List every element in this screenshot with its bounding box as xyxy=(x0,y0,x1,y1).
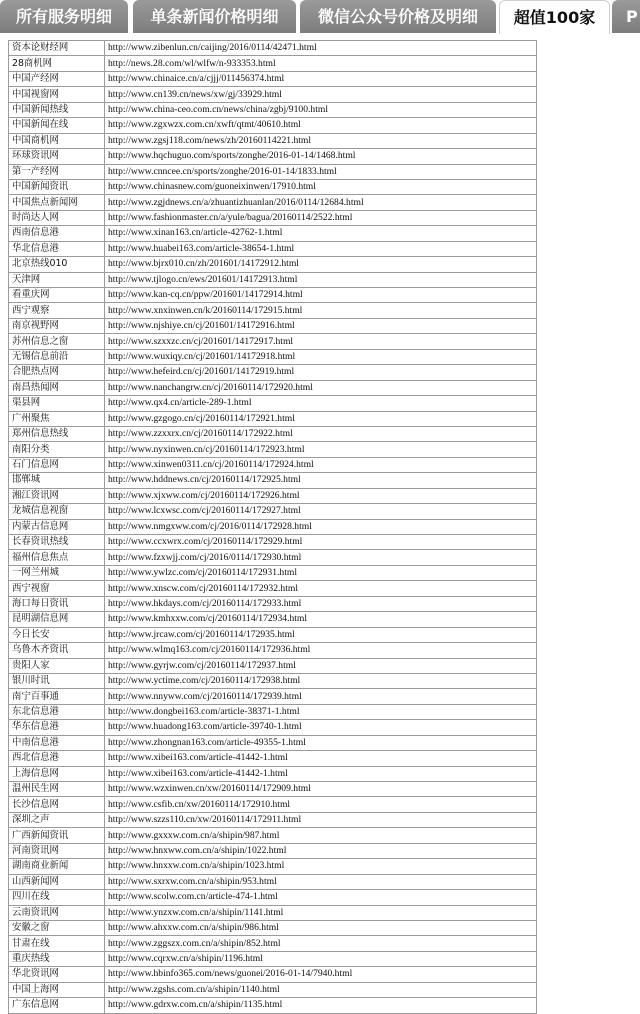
table-row xyxy=(9,226,537,241)
table-row xyxy=(9,535,537,550)
site-url-cell[interactable]: http://www.ywlzc.com/cj/20160114/172931.html xyxy=(105,565,537,580)
site-name-cell[interactable]: 广州聚焦 xyxy=(9,411,105,426)
site-url-cell[interactable]: http://www.tjlogo.cn/ews/201601/14172913.html xyxy=(105,272,537,287)
sites-table-body xyxy=(9,41,537,1014)
table-row xyxy=(9,766,537,781)
table-row xyxy=(9,998,537,1013)
table-row xyxy=(9,859,537,874)
site-url-cell[interactable]: http://www.zggszx.com.cn/a/shipin/852.html xyxy=(105,936,537,951)
site-url-cell[interactable]: http://www.xnscw.com/cj/20160114/172932.html xyxy=(105,581,537,596)
sites-table xyxy=(8,40,537,1014)
site-url-cell[interactable]: http://www.gdrxw.com.cn/a/shipin/1135.html xyxy=(105,998,537,1013)
table-row xyxy=(9,920,537,935)
site-url-cell[interactable]: http://www.nanchangrw.cn/cj/20160114/172920.html xyxy=(105,380,537,395)
site-url-cell[interactable]: http://www.wuxiqy.cn/cj/201601/14172918.html xyxy=(105,349,537,364)
site-name-cell[interactable]: 安徽之窗 xyxy=(9,920,105,935)
site-url-cell[interactable]: http://www.kan-cq.cn/ppw/201601/14172914.html xyxy=(105,288,537,303)
site-name-cell[interactable]: 中国焦点新闻网 xyxy=(9,195,105,210)
site-url-cell[interactable]: http://www.gzgogo.cn/cj/20160114/172921.html xyxy=(105,411,537,426)
site-url-cell[interactable]: http://www.dongbei163.com/article-38371-1.html xyxy=(105,704,537,719)
site-url-cell[interactable]: http://www.zibenlun.cn/caijing/2016/0114/42471.html xyxy=(105,41,537,56)
site-url-cell[interactable]: http://www.wlmq163.com/cj/20160114/172936.html xyxy=(105,643,537,658)
site-name-cell[interactable]: 合肥热点网 xyxy=(9,365,105,380)
site-url-cell[interactable]: http://www.hnxww.com.cn/a/shipin/1022.html xyxy=(105,843,537,858)
table-row xyxy=(9,149,537,164)
site-url-cell[interactable]: http://www.hqchuguo.com/sports/zonghe/2016-01-14/1468.html xyxy=(105,149,537,164)
table-row xyxy=(9,689,537,704)
site-url-cell[interactable]: http://www.nmgxww.com/cj/2016/0114/172928.html xyxy=(105,519,537,534)
site-name-cell[interactable]: 贵阳人家 xyxy=(9,658,105,673)
site-name-cell[interactable]: 南阳分类 xyxy=(9,442,105,457)
site-url-cell[interactable]: http://www.qx4.cn/article-289-1.html xyxy=(105,396,537,411)
table-row xyxy=(9,828,537,843)
site-url-cell[interactable]: http://www.zzxxrx.cn/cj/20160114/172922.html xyxy=(105,426,537,441)
site-name-cell[interactable]: 邯郸城 xyxy=(9,473,105,488)
site-name-cell[interactable]: 内蒙古信息网 xyxy=(9,519,105,534)
table-row xyxy=(9,658,537,673)
site-name-cell[interactable]: 看重庆网 xyxy=(9,288,105,303)
table-row xyxy=(9,751,537,766)
table-row xyxy=(9,380,537,395)
table-row xyxy=(9,673,537,688)
table-row xyxy=(9,951,537,966)
table-row xyxy=(9,71,537,86)
tab-single-news-price[interactable]: 单条新闻价格明细 xyxy=(133,0,296,33)
site-name-cell[interactable]: 山西新闻网 xyxy=(9,874,105,889)
site-name-cell[interactable]: 海口每日资讯 xyxy=(9,596,105,611)
site-url-cell[interactable]: http://www.csfib.cn/xw/20160114/172910.html xyxy=(105,797,537,812)
site-name-cell[interactable]: 华北资讯网 xyxy=(9,967,105,982)
table-row xyxy=(9,396,537,411)
site-name-cell[interactable]: 西宁观察 xyxy=(9,303,105,318)
site-name-cell[interactable]: 昆明湖信息网 xyxy=(9,612,105,627)
table-row xyxy=(9,365,537,380)
site-name-cell[interactable]: 石门信息网 xyxy=(9,457,105,472)
site-name-cell[interactable]: 中南信息港 xyxy=(9,735,105,750)
site-url-cell[interactable]: http://www.gyrjw.com/cj/20160114/172937.html xyxy=(105,658,537,673)
table-row xyxy=(9,349,537,364)
table-row xyxy=(9,41,537,56)
site-name-cell[interactable]: 重庆热线 xyxy=(9,951,105,966)
site-url-cell[interactable]: http://www.huabei163.com/article-38654-1.html xyxy=(105,241,537,256)
site-url-cell[interactable]: http://www.ynzxw.com.cn/a/shipin/1141.html xyxy=(105,905,537,920)
table-row xyxy=(9,318,537,333)
table-row xyxy=(9,797,537,812)
site-name-cell[interactable]: 东北信息港 xyxy=(9,704,105,719)
site-name-cell[interactable]: 南宁百事通 xyxy=(9,689,105,704)
site-url-cell[interactable]: http://www.zgjdnews.cn/a/zhuantizhuanlan/2016/0114/12684.html xyxy=(105,195,537,210)
table-row xyxy=(9,56,537,71)
site-url-cell[interactable]: http://www.gxxxw.com.cn/a/shipin/987.html xyxy=(105,828,537,843)
site-name-cell[interactable]: 中国产经网 xyxy=(9,71,105,86)
site-url-cell[interactable]: http://www.hkdays.com/cj/20160114/172933.html xyxy=(105,596,537,611)
site-name-cell[interactable]: 西宁视窗 xyxy=(9,581,105,596)
site-name-cell[interactable]: 资本论财经网 xyxy=(9,41,105,56)
site-url-cell[interactable]: http://www.kmhxxw.com/cj/20160114/172934.html xyxy=(105,612,537,627)
site-name-cell[interactable]: 南京视野网 xyxy=(9,318,105,333)
table-row xyxy=(9,720,537,735)
table-row xyxy=(9,288,537,303)
table-row xyxy=(9,164,537,179)
table-row xyxy=(9,581,537,596)
table-row xyxy=(9,257,537,272)
site-name-cell[interactable]: 长春资讯热线 xyxy=(9,535,105,550)
site-name-cell[interactable]: 福州信息焦点 xyxy=(9,550,105,565)
table-row xyxy=(9,272,537,287)
table-row xyxy=(9,87,537,102)
site-url-cell[interactable]: http://www.xinwen0311.cn/cj/20160114/172924.html xyxy=(105,457,537,472)
table-row xyxy=(9,596,537,611)
site-url-cell[interactable]: http://www.huadong163.com/article-39740-1.html xyxy=(105,720,537,735)
table-row xyxy=(9,118,537,133)
table-row xyxy=(9,843,537,858)
site-name-cell[interactable]: 广西新闻资讯 xyxy=(9,828,105,843)
site-url-cell[interactable]: http://www.jrcaw.com/cj/20160114/172935.html xyxy=(105,627,537,642)
site-name-cell[interactable]: 无锡信息前沿 xyxy=(9,349,105,364)
site-name-cell[interactable]: 华北信息港 xyxy=(9,241,105,256)
site-name-cell[interactable]: 中国上海网 xyxy=(9,982,105,997)
site-url-cell[interactable]: http://www.bjrx010.cn/zh/201601/14172912.html xyxy=(105,257,537,272)
site-name-cell[interactable]: 一网兰州城 xyxy=(9,565,105,580)
tab-value-100[interactable]: 超值100家 xyxy=(499,0,610,34)
site-name-cell[interactable]: 天津网 xyxy=(9,272,105,287)
table-row xyxy=(9,704,537,719)
site-name-cell[interactable]: 湖南商业新闻 xyxy=(9,859,105,874)
site-url-cell[interactable]: http://www.sxrxw.com.cn/a/shipin/953.html xyxy=(105,874,537,889)
site-url-cell[interactable]: http://www.hefeird.cn/cj/201601/14172919.html xyxy=(105,365,537,380)
tab-wechat-price[interactable]: 微信公众号价格及明细 xyxy=(300,0,496,33)
table-row xyxy=(9,550,537,565)
site-url-cell[interactable]: http://www.zhongnan163.com/article-49355-1.html xyxy=(105,735,537,750)
site-url-cell[interactable]: http://www.ahxxw.com.cn/a/shipin/986.html xyxy=(105,920,537,935)
site-url-cell[interactable]: http://www.njshiye.cn/cj/201601/14172916.html xyxy=(105,318,537,333)
site-name-cell[interactable]: 河南资讯网 xyxy=(9,843,105,858)
site-name-cell[interactable]: 乌鲁木齐资讯 xyxy=(9,643,105,658)
table-row xyxy=(9,565,537,580)
site-name-cell[interactable]: 湘江资讯网 xyxy=(9,488,105,503)
table-row xyxy=(9,504,537,519)
sheet-tab-bar xyxy=(0,0,640,34)
site-name-cell[interactable]: 中国视窗网 xyxy=(9,87,105,102)
site-name-cell[interactable]: 甘肃在线 xyxy=(9,936,105,951)
table-row xyxy=(9,411,537,426)
site-url-cell[interactable]: http://www.chinasnew.com/guoneixinwen/17910.html xyxy=(105,179,537,194)
site-url-cell[interactable]: http://www.zgsj118.com/news/zh/20160114221.html xyxy=(105,133,537,148)
site-name-cell[interactable]: 南昌热闻网 xyxy=(9,380,105,395)
site-name-cell[interactable]: 广东信息网 xyxy=(9,998,105,1013)
site-name-cell[interactable]: 上海信息网 xyxy=(9,766,105,781)
site-url-cell[interactable]: http://www.chinaice.cn/a/cjjj/011456374.html xyxy=(105,71,537,86)
table-row xyxy=(9,812,537,827)
site-name-cell[interactable]: 温州民生网 xyxy=(9,782,105,797)
site-url-cell[interactable]: http://www.nnyww.com/cj/20160114/172939.html xyxy=(105,689,537,704)
site-name-cell[interactable]: 中国新闻热线 xyxy=(9,102,105,117)
site-url-cell[interactable]: http://www.szzs110.cn/xw/20160114/172911.html xyxy=(105,812,537,827)
site-url-cell[interactable]: http://www.xjxww.com/cj/20160114/172926.html xyxy=(105,488,537,503)
table-row xyxy=(9,782,537,797)
site-url-cell[interactable]: http://www.zgxwzx.com.cn/xwft/qtmt/40610.html xyxy=(105,118,537,133)
site-url-cell[interactable]: http://www.scolw.com.cn/article-474-1.html xyxy=(105,890,537,905)
table-row xyxy=(9,488,537,503)
table-row xyxy=(9,473,537,488)
site-url-cell[interactable]: http://www.china-ceo.com.cn/news/china/zgbj/9100.html xyxy=(105,102,537,117)
table-row xyxy=(9,874,537,889)
table-row xyxy=(9,457,537,472)
table-row xyxy=(9,241,537,256)
site-name-cell[interactable]: 西南信息港 xyxy=(9,226,105,241)
table-row xyxy=(9,133,537,148)
site-url-cell[interactable]: http://www.zgshs.com.cn/a/shipin/1140.html xyxy=(105,982,537,997)
table-row xyxy=(9,627,537,642)
site-name-cell[interactable]: 龙城信息视窗 xyxy=(9,504,105,519)
sites-table-container xyxy=(8,40,536,1014)
tab-all-services[interactable]: 所有服务明细 xyxy=(0,0,128,33)
site-name-cell[interactable]: 四川在线 xyxy=(9,890,105,905)
site-name-cell[interactable]: 北京热线010 xyxy=(9,257,105,272)
table-row xyxy=(9,982,537,997)
site-name-cell[interactable]: 苏州信息之窗 xyxy=(9,334,105,349)
table-row xyxy=(9,210,537,225)
site-url-cell[interactable]: http://www.cqrxw.cn/a/shipin/1196.html xyxy=(105,951,537,966)
table-row xyxy=(9,442,537,457)
site-name-cell[interactable]: 西北信息港 xyxy=(9,751,105,766)
table-row xyxy=(9,612,537,627)
site-url-cell[interactable]: http://www.szxxzc.cn/cj/201601/14172917.html xyxy=(105,334,537,349)
table-row xyxy=(9,303,537,318)
site-name-cell[interactable]: 28商机网 xyxy=(9,56,105,71)
table-row xyxy=(9,195,537,210)
table-row xyxy=(9,890,537,905)
site-url-cell[interactable]: http://www.hddnews.cn/cj/20160114/172925.html xyxy=(105,473,537,488)
table-row xyxy=(9,967,537,982)
table-row xyxy=(9,102,537,117)
tab-next-partial[interactable]: P xyxy=(612,0,640,33)
table-row xyxy=(9,426,537,441)
site-url-cell[interactable]: http://www.lcxwsc.com/cj/20160114/172927.html xyxy=(105,504,537,519)
site-url-cell[interactable]: http://www.yctime.com/cj/20160114/172938.html xyxy=(105,673,537,688)
site-url-cell[interactable]: http://www.xibei163.com/article-41442-1.html xyxy=(105,766,537,781)
site-url-cell[interactable]: http://www.fashionmaster.cn/a/yule/bagua/20160114/2522.html xyxy=(105,210,537,225)
site-name-cell[interactable]: 深圳之声 xyxy=(9,812,105,827)
site-name-cell[interactable]: 中国新闻资讯 xyxy=(9,179,105,194)
site-url-cell[interactable]: http://www.xinan163.cn/article-42762-1.html xyxy=(105,226,537,241)
site-url-cell[interactable]: http://www.xibei163.com/article-41442-1.html xyxy=(105,751,537,766)
site-name-cell[interactable]: 郑州信息热线 xyxy=(9,426,105,441)
site-url-cell[interactable]: http://www.nyxinwen.cn/cj/20160114/172923.html xyxy=(105,442,537,457)
site-url-cell[interactable]: http://www.cn139.cn/news/xw/gj/33929.html xyxy=(105,87,537,102)
table-row xyxy=(9,334,537,349)
table-row xyxy=(9,735,537,750)
site-name-cell[interactable]: 长沙信息网 xyxy=(9,797,105,812)
table-row xyxy=(9,905,537,920)
site-name-cell[interactable]: 时尚达人网 xyxy=(9,210,105,225)
site-name-cell[interactable]: 渠县网 xyxy=(9,396,105,411)
table-row xyxy=(9,936,537,951)
site-url-cell[interactable]: http://www.xnxinwen.cn/k/20160114/172915.html xyxy=(105,303,537,318)
site-name-cell[interactable]: 今日长安 xyxy=(9,627,105,642)
site-name-cell[interactable]: 中国商机网 xyxy=(9,133,105,148)
table-row xyxy=(9,519,537,534)
site-name-cell[interactable]: 云南资讯网 xyxy=(9,905,105,920)
site-url-cell[interactable]: http://www.hnxxw.com.cn/a/shipin/1023.html xyxy=(105,859,537,874)
table-row xyxy=(9,643,537,658)
site-url-cell[interactable]: http://www.wzxinwen.cn/xw/20160114/172909.html xyxy=(105,782,537,797)
site-name-cell[interactable]: 银川时讯 xyxy=(9,673,105,688)
site-url-cell[interactable]: http://news.28.com/wl/wlfw/n-933353.html xyxy=(105,56,537,71)
site-url-cell[interactable]: http://www.ccxwrx.com/cj/20160114/172929.html xyxy=(105,535,537,550)
site-name-cell[interactable]: 华东信息港 xyxy=(9,720,105,735)
site-url-cell[interactable]: http://www.cnncee.cn/sports/zonghe/2016-01-14/1833.html xyxy=(105,164,537,179)
site-name-cell[interactable]: 第一产经网 xyxy=(9,164,105,179)
site-name-cell[interactable]: 中国新闻在线 xyxy=(9,118,105,133)
site-url-cell[interactable]: http://www.hbinfo365.com/news/guonei/2016-01-14/7940.html xyxy=(105,967,537,982)
site-url-cell[interactable]: http://www.fzxwjj.com/cj/2016/0114/172930.html xyxy=(105,550,537,565)
site-name-cell[interactable]: 环球资讯网 xyxy=(9,149,105,164)
table-row xyxy=(9,179,537,194)
